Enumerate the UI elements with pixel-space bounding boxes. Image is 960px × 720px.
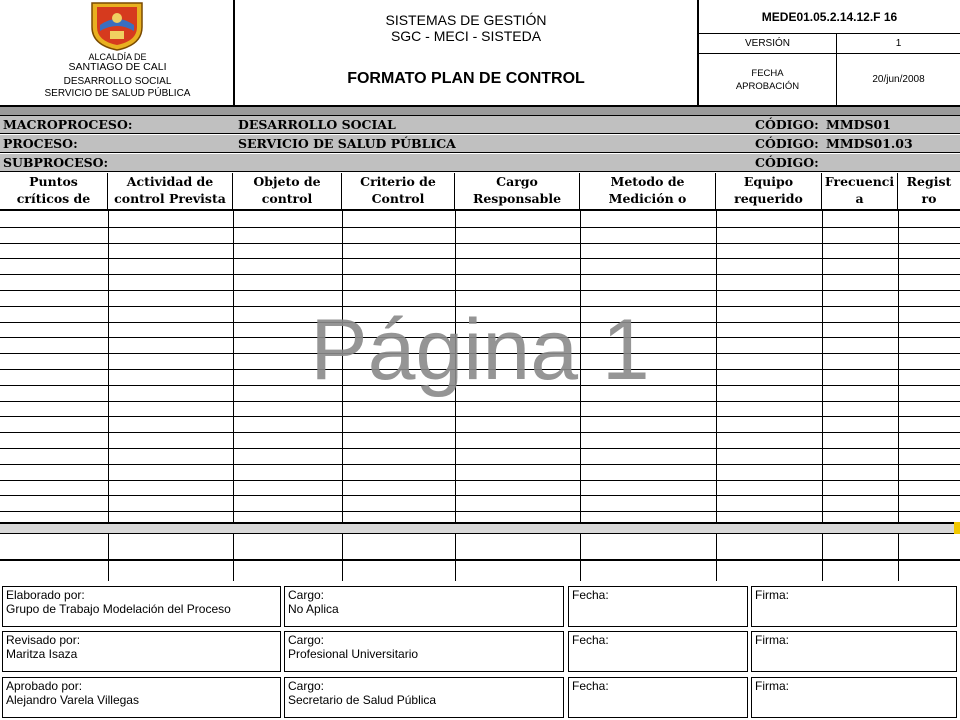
municipality-name: ALCALDÍA DE SANTIAGO DE CALI: [68, 52, 167, 73]
col-header-frecuencia: Frecuenci a: [822, 173, 898, 211]
cargo-label: Cargo:: [288, 588, 325, 602]
role-value: Alejandro Varela Villegas: [6, 693, 139, 707]
grid-row-line: [0, 480, 960, 481]
yellow-marker: [954, 522, 960, 534]
proceso-label: PROCESO:: [3, 136, 78, 151]
fecha-label: Fecha:: [572, 679, 609, 693]
grid-row-line: [0, 511, 960, 512]
signature-role-cell: [2, 631, 281, 672]
col-header-puntos-criticos: Puntos críticos de: [0, 173, 108, 211]
doc-code: MEDE01.05.2.14.12.F 16: [699, 0, 960, 34]
signature-role-cell: [2, 586, 281, 627]
role-label: Elaborado por:: [6, 588, 85, 602]
version-label: VERSIÓN: [699, 34, 837, 54]
col-header-registro: Regist ro: [898, 173, 960, 211]
approval-date-label: FECHA APROBACIÓN: [699, 54, 837, 107]
thick-divider: [0, 107, 960, 116]
grid-row-line: [0, 274, 960, 275]
subproceso-code-label: CÓDIGO:: [755, 155, 819, 170]
col-header-cargo-responsable: Cargo Responsable: [455, 173, 580, 211]
grid-bottom-line: [0, 559, 960, 561]
grid-row-line: [0, 227, 960, 228]
grid-row-line: [0, 290, 960, 291]
logo-cell: [0, 0, 235, 107]
grid-row-line: [0, 432, 960, 433]
col-header-criterio-control: Criterio de Control: [342, 173, 455, 211]
firma-label: Firma:: [755, 633, 789, 647]
page-watermark: Página 1: [310, 302, 650, 398]
grid-row-line: [0, 258, 960, 259]
cargo-label: Cargo:: [288, 679, 325, 693]
signature-cargo-cell: [284, 631, 564, 672]
system-name: SISTEMAS DE GESTIÓN SGC - MECI - SISTEDA: [385, 12, 547, 44]
department-name: DESARROLLO SOCIAL SERVICIO DE SALUD PÚBLICA: [44, 76, 191, 99]
form-title: FORMATO PLAN DE CONTROL: [347, 70, 585, 87]
approval-date-value: 20/jun/2008: [837, 54, 960, 107]
signature-firma-cell: [751, 631, 957, 672]
grid-row-line: [0, 401, 960, 402]
role-label: Aprobado por:: [6, 679, 83, 693]
signature-section: [0, 584, 960, 720]
grid-row-line: [0, 416, 960, 417]
proceso-code-label: CÓDIGO:: [755, 136, 819, 151]
proceso-row: [0, 135, 960, 153]
macroproceso-row: [0, 116, 960, 134]
signature-fecha-cell: [568, 677, 748, 718]
grid-row-line: [0, 495, 960, 496]
cargo-value: Profesional Universitario: [288, 647, 419, 661]
grid-row-line: [0, 243, 960, 244]
col-header-metodo-medicion: Metodo de Medición o: [580, 173, 716, 211]
macroproceso-label: MACROPROCESO:: [3, 117, 133, 132]
cargo-label: Cargo:: [288, 633, 325, 647]
col-header-equipo-requerido: Equipo requerido: [716, 173, 822, 211]
signature-fecha-cell: [568, 631, 748, 672]
signature-fecha-cell: [568, 586, 748, 627]
firma-label: Firma:: [755, 588, 789, 602]
signature-role-cell: [2, 677, 281, 718]
role-label: Revisado por:: [6, 633, 81, 647]
city-crest-icon: [88, 1, 146, 51]
grid-row-line: [0, 464, 960, 465]
macroproceso-code: MMDS01: [826, 117, 891, 132]
proceso-value: SERVICIO DE SALUD PÚBLICA: [238, 136, 456, 151]
role-value: Grupo de Trabajo Modelación del Proceso: [6, 602, 231, 616]
cargo-value: No Aplica: [288, 602, 339, 616]
proceso-code: MMDS01.03: [826, 136, 913, 151]
cargo-value: Secretario de Salud Pública: [288, 693, 437, 707]
grid-total-band: [0, 522, 960, 534]
signature-cargo-cell: [284, 586, 564, 627]
signature-firma-cell: [751, 586, 957, 627]
role-value: Maritza Isaza: [6, 647, 78, 661]
grid-row-line: [0, 448, 960, 449]
subproceso-label: SUBPROCESO:: [3, 155, 109, 170]
signature-cargo-cell: [284, 677, 564, 718]
version-value: 1: [837, 34, 960, 54]
title-cell: [235, 0, 699, 107]
fecha-label: Fecha:: [572, 588, 609, 602]
macroproceso-value: DESARROLLO SOCIAL: [238, 117, 396, 132]
col-header-objeto-control: Objeto de control: [233, 173, 342, 211]
signature-firma-cell: [751, 677, 957, 718]
col-header-actividad-control: Actividad de control Prevista: [108, 173, 233, 211]
firma-label: Firma:: [755, 679, 789, 693]
macroproceso-code-label: CÓDIGO:: [755, 117, 819, 132]
subproceso-row: [0, 154, 960, 172]
fecha-label: Fecha:: [572, 633, 609, 647]
